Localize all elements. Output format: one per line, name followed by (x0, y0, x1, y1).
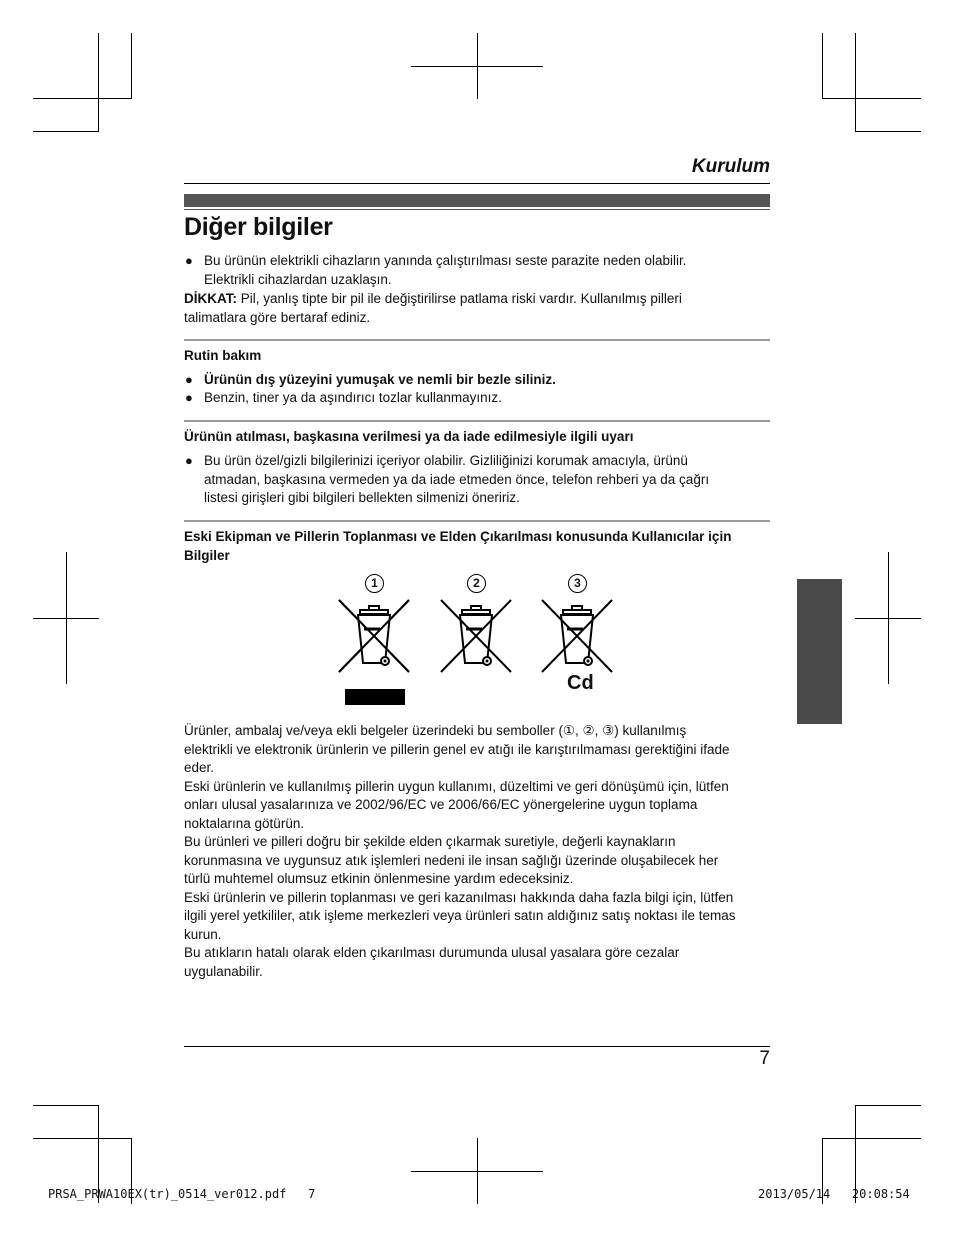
weee-line: Eski ürünlerin ve pillerin toplanması ve geri kazanılması hakkında daha fazla bilgi için, lütfen (184, 889, 734, 905)
caution-line1: Pil, yanlış tipte bir pil ile değiştirilirse patlama riski vardır. Kullanılmış pilleri (237, 291, 682, 306)
symbol-number-1: 1 (365, 574, 384, 593)
page-number: 7 (759, 1048, 770, 1069)
bullet-dot: ● (185, 390, 193, 405)
disposal-warning-line3: listesi girişleri gibi bilgileri bellekten silmenizi öneririz. (204, 490, 520, 505)
footer-rule (184, 1046, 770, 1047)
caution-line2: talimatlara göre bertaraf ediniz. (184, 309, 371, 325)
crossed-out-wheelie-bin-icon (539, 597, 615, 675)
divider (184, 339, 770, 341)
divider (184, 520, 770, 522)
header-rule (184, 183, 770, 184)
intro-bullet (184, 252, 770, 289)
page-title: Diğer bilgiler (184, 213, 333, 241)
weee-line: kurun. (184, 926, 222, 942)
disposal-warning-heading: Ürünün atılması, başkasına verilmesi ya da iade edilmesiyle ilgili uyarı (184, 429, 634, 444)
divider (184, 420, 770, 422)
weee-line: noktalarına götürün. (184, 815, 305, 831)
weee-line: Bu ürünleri ve pilleri doğru bir şekilde elden çıkarmak suretiyle, değerli kaynakların (184, 834, 676, 849)
symbol-number-2: 2 (467, 574, 486, 593)
intro-bullet-line2: Elektrikli cihazlardan uzaklaşın. (204, 271, 392, 287)
heading-bar (184, 194, 770, 207)
disposal-warning-line2: atmadan, başkasına vermeden ya da iade etmeden önce, telefon rehberi ya da çağrı (204, 471, 710, 487)
caution-label: DİKKAT: (184, 291, 237, 306)
maintenance-bullet-2-text: Benzin, tiner ya da aşındırıcı tozlar kullanmayınız. (204, 390, 502, 405)
disposal-warning-line1: Bu ürün özel/gizli bilgilerinizi içeriyor olabilir. Gizliliğinizi korumak amacıyla, ürünü (204, 453, 688, 468)
weee-line: Bu atıkların hatalı olarak elden çıkarılması durumunda ulusal yasalara göre cezalar (184, 945, 680, 960)
weee-line: Eski ürünlerin ve kullanılmış pillerin uygun kullanımı, düzeltimi ve geri dönüşümü için, lütfen (184, 778, 729, 794)
weee-paragraphs (184, 722, 770, 981)
black-bar-symbol (345, 689, 405, 705)
caution-text (184, 290, 770, 327)
maintenance-bullet-1 (184, 371, 770, 390)
weee-line: eder. (184, 760, 215, 775)
footer-file-name: PRSA_PRWA10EX(tr)_0514_ver012.pdf 7 (48, 1187, 316, 1201)
heading-bar-underline (184, 209, 770, 210)
symbol-number-3: 3 (568, 574, 587, 593)
footer-date: 2013/05/14 20:08:54 (758, 1187, 910, 1201)
cd-label: Cd (567, 672, 594, 694)
crossed-out-wheelie-bin-icon (438, 597, 514, 675)
maintenance-heading: Rutin bakım (184, 348, 262, 363)
weee-heading-line1: Eski Ekipman ve Pillerin Toplanması ve Elden Çıkarılması konusunda Kullanıcılar için (184, 529, 732, 544)
crossed-out-wheelie-bin-icon (336, 597, 412, 675)
bullet-dot: ● (185, 372, 193, 387)
weee-line: ilgili yerel yetkililer, atık işleme merkezleri veya ürünleri satın aldığınız satış noktası ile temas (184, 908, 736, 923)
maintenance-bullet-1-text: Ürünün dış yüzeyini yumuşak ve nemli bir bezle siliniz. (204, 372, 556, 387)
intro-bullet-line1: Bu ürünün elektrikli cihazların yanında çalıştırılması seste parazite neden olabilir. (204, 253, 687, 268)
weee-line: onları ulusal yasalarınıza ve 2002/96/EC ve 2006/66/EC yönergelerine uygun toplama (184, 797, 698, 812)
section-title: Kurulum (691, 156, 770, 177)
weee-line: elektrikli ve elektronik ürünlerin ve pillerin genel ev atığı ile karıştırılmaması gerektiğini ifade (184, 741, 730, 757)
disposal-warning-bullet (184, 452, 770, 508)
weee-line: uygulanabilir. (184, 963, 263, 979)
weee-line: korunmasına ve uygunsuz atık işlemleri nedeni ile insan sağlığı üzerinde oluşabilecek her (184, 852, 719, 868)
weee-heading-line2: Bilgiler (184, 548, 230, 563)
bullet-dot: ● (185, 253, 193, 268)
maintenance-bullet-2 (184, 389, 770, 408)
side-tab (797, 579, 842, 724)
bullet-dot: ● (185, 453, 193, 468)
weee-heading (184, 527, 770, 565)
weee-line: Ürünler, ambalaj ve/veya ekli belgeler üzerindeki bu semboller (①, ②, ③) kullanılmış (184, 723, 687, 738)
weee-line: türlü muhtemel olumsuz etkinin önlenmesine yardım edeceksiniz. (184, 871, 574, 886)
